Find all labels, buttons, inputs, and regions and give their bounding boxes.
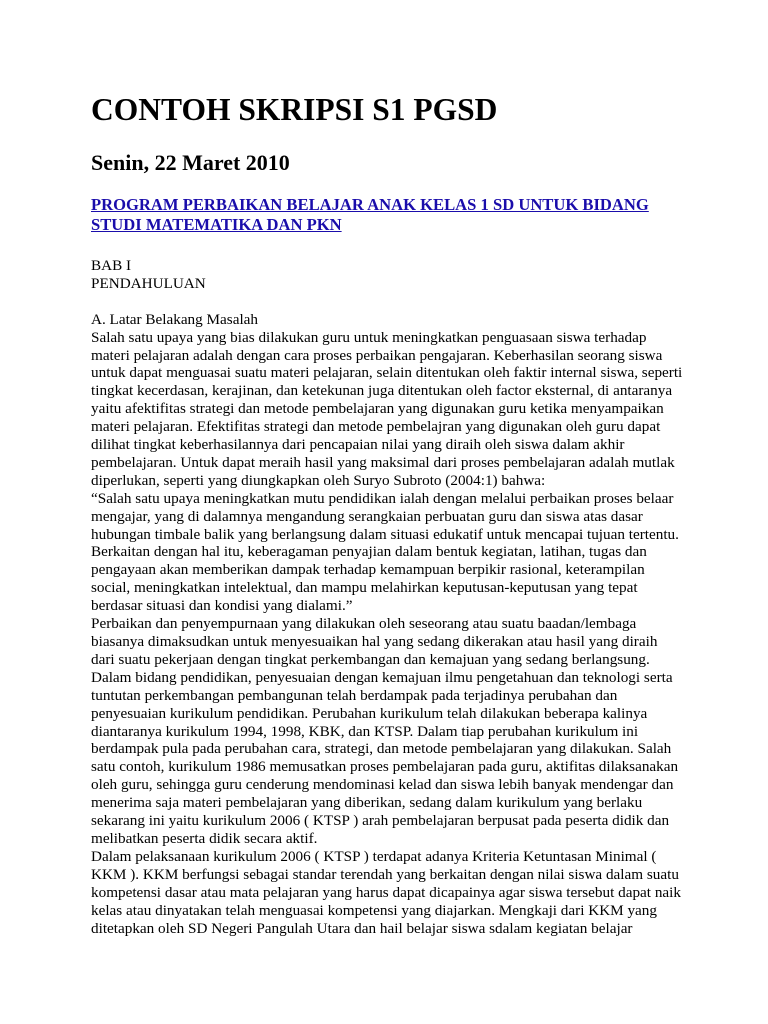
body-line: Berkaitan dengan hal itu, keberagaman penyajian dalam bentuk kegiatan, latihan, tugas dan	[91, 543, 647, 561]
body-line: PENDAHULUAN	[91, 274, 206, 292]
post-date: Senin, 22 Maret 2010	[91, 150, 290, 175]
body-line: penyesuaian kurikulum pendidikan. Perubahan kurikulum telah dilakukan beberapa kalinya	[91, 704, 648, 722]
body-line: berdampak pula pada perubahan cara, strategi, dan metode pembelajaran yang dilakukan. Salah	[91, 740, 672, 758]
body-line: diperlukan, seperti yang diungkapkan oleh Suryo Subroto (2004:1) bahwa:	[91, 471, 546, 489]
body-line: dari suatu pekerjaan dengan tingkat perkembangan dan kemajuan yang sedang berlangsung.	[91, 650, 650, 668]
body-line: materi pelajaran. Efektifitas strategi dan metode pembelajran yang digunakan oleh guru dapat	[91, 418, 661, 436]
body-line: melibatkan peserta didik secara aktif.	[91, 829, 318, 847]
post-title-link[interactable]	[91, 195, 676, 235]
document-page	[91, 92, 691, 937]
body-line: tingkat kecerdasan, kerajinan, dan ketekunan juga ditentukan oleh factor eksternal, di antaranya	[91, 382, 673, 400]
body-line: satu contoh, kurikulum 1986 memusatkan proses pembelajaran pada guru, aktifitas dilaksanakan	[91, 758, 679, 776]
body-line: oleh guru, sehingga guru cenderung mendominasi kelad dan siswa lebih banyak mendengar dan	[91, 776, 674, 794]
body-line: KKM ). KKM berfungsi sebagai standar terendah yang berkaitan dengan nilai siswa dalam suatu	[91, 865, 679, 883]
body-line: Perbaikan dan penyempurnaan yang dilakukan oleh seseorang atau suatu baadan/lembaga	[91, 615, 637, 633]
body-line: tuntutan perkembangan pembangunan telah berdampak pada terjadinya perubahan dan	[91, 686, 618, 704]
body-line: mengajar, yang di dalamnya mengandung serangkaian perbuatan guru dan siswa atas dasar	[91, 507, 643, 525]
blog-title: CONTOH SKRIPSI S1 PGSD	[91, 92, 498, 127]
body-line: Dalam pelaksanaan kurikulum 2006 ( KTSP ) terdapat adanya Kriteria Ketuntasan Minimal (	[91, 847, 657, 865]
body-line: materi pelajaran adalah dengan cara proses perbaikan pengajaran. Keberhasilan seorang siswa	[91, 346, 663, 364]
body-line: Dalam bidang pendidikan, penyesuaian dengan kemajuan ilmu pengetahuan dan teknologi serta	[91, 668, 673, 686]
body-line: pengayaan akan memberikan dampak terhadap kemampuan berpikir rasional, keterampilan	[91, 561, 645, 579]
body-line: pembelajaran. Untuk dapat meraih hasil yang maksimal dari proses pembelajaran adalah mutlak	[91, 453, 675, 471]
body-line: kompetensi dasar atau mata pelajaran yang harus dapat dicapainya agar siswa tersebut dapat naik	[91, 883, 681, 901]
post-title-line: PROGRAM PERBAIKAN BELAJAR ANAK KELAS 1 SD UNTUK BIDANG	[91, 195, 649, 214]
body-line: social, meningkatkan intelektual, dan mampu melahirkan keputusan-keputusan yang tepat	[91, 579, 638, 597]
body-line: sekarang ini yaitu kurikulum 2006 ( KTSP ) arah pembelajaran berpusat pada peserta didik dan	[91, 812, 670, 830]
body-line: dilihat tingkat keberhasilannya dari pencapaian nilai yang diraih oleh siswa dalam akhir	[91, 436, 625, 454]
body-line: biasanya dimaksudkan untuk menyesuaikan hal yang sedang dikerakan atau hasil yang diraih	[91, 633, 658, 651]
body-line: hubungan timbale balik yang berlangsung dalam situasi edukatif untuk mencapai tujuan tertentu.	[91, 525, 679, 543]
body-line: Salah satu upaya yang bias dilakukan guru untuk meningkatkan penguasaan siswa terhadap	[91, 328, 647, 346]
body-line: diantaranya kurikulum 1994, 1998, KBK, dan KTSP. Dalam tiap perubahan kurikulum ini	[91, 722, 639, 740]
body-line: A. Latar Belakang Masalah	[91, 310, 258, 328]
blank-line	[91, 293, 691, 311]
body-line: berdasar situasi dan kondisi yang dialami.”	[91, 597, 353, 615]
body-line: BAB I	[91, 257, 132, 274]
body-line: menerima saja materi pembelajaran yang diberikan, sedang dalam kurikulum yang berlaku	[91, 794, 643, 812]
body-line: kelas atau dinyatakan telah menguasai kompetensi yang diajarkan. Mengkaji dari KKM yang	[91, 901, 657, 919]
body-line: untuk dapat menguasai suatu materi pelajaran, selain ditentukan oleh faktir internal siswa, seperti	[91, 364, 683, 382]
body-line: “Salah satu upaya meningkatkan mutu pendidikan ialah dengan melalui perbaikan proses belaar	[91, 489, 674, 507]
body-line: yaitu afektifitas strategi dan metode pembelajaran yang digunakan guru ketika menyampaikan	[91, 400, 664, 418]
post-title-line: STUDI MATEMATIKA DAN PKN	[91, 215, 342, 234]
post-body	[91, 257, 691, 937]
body-line: ditetapkan oleh SD Negeri Pangulah Utara dan hail belajar siswa sdalam kegiatan belajar	[91, 919, 633, 937]
